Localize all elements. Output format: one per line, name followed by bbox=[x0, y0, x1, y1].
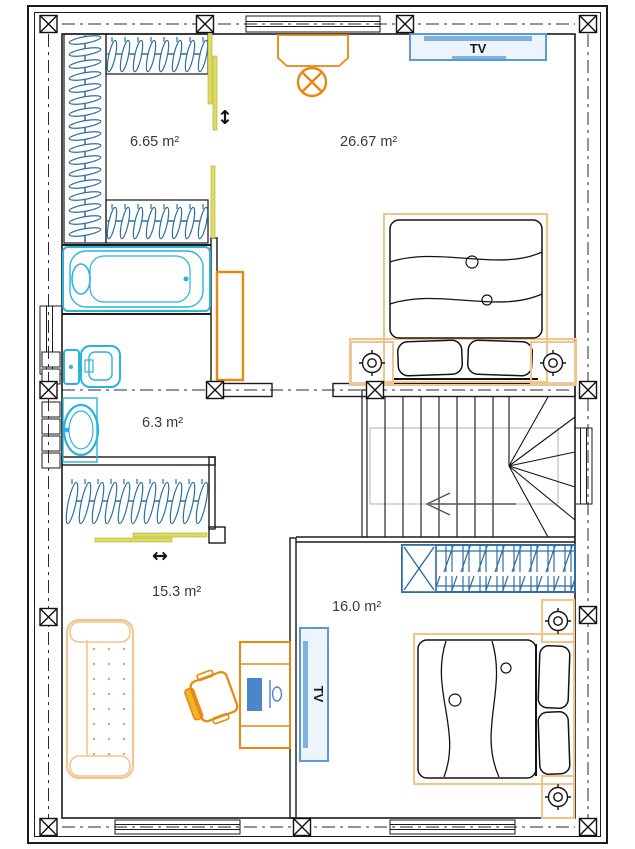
bedroom-1 bbox=[217, 34, 576, 385]
toilet bbox=[64, 346, 120, 387]
radiator bbox=[42, 352, 60, 468]
living-room bbox=[64, 479, 290, 778]
table-lamp-icon bbox=[545, 608, 571, 634]
bathtub bbox=[63, 247, 210, 311]
duvet bbox=[418, 640, 536, 778]
sofa bbox=[67, 620, 133, 778]
door-slide-arrow-icon: ↔ bbox=[152, 545, 168, 567]
room-label-bathroom: 6.3 m² bbox=[142, 415, 184, 431]
bedroom-2 bbox=[300, 545, 575, 818]
hall-closet bbox=[64, 479, 210, 567]
double-bed-2 bbox=[414, 600, 574, 818]
pillow bbox=[538, 645, 570, 708]
washbasin bbox=[63, 398, 98, 462]
sliding-door-closet bbox=[208, 30, 217, 238]
window-right bbox=[575, 428, 592, 504]
stair-direction-arrow bbox=[427, 493, 516, 515]
tv-panel-bedroom2 bbox=[300, 628, 328, 761]
sliding-door-hall-closet bbox=[95, 533, 207, 542]
desk-with-monitor bbox=[240, 642, 290, 748]
tv-label: TV bbox=[469, 41, 487, 56]
room-label-closet: 6.65 m² bbox=[130, 134, 180, 150]
table-lamp-icon bbox=[359, 350, 385, 376]
hangers-left-rack bbox=[69, 34, 102, 238]
staircase bbox=[370, 397, 575, 538]
desk-bedroom1 bbox=[278, 35, 348, 66]
room-label-bedroom2: 16.0 m² bbox=[332, 599, 382, 615]
office-chair bbox=[181, 666, 241, 730]
pillow bbox=[397, 340, 462, 376]
winder-treads bbox=[509, 397, 575, 537]
door-slide-arrow-icon: ↕ bbox=[217, 107, 233, 129]
table-lamp-icon bbox=[545, 784, 571, 810]
bathroom bbox=[63, 247, 210, 462]
pillow bbox=[538, 711, 570, 774]
room-label-living: 15.3 m² bbox=[152, 584, 202, 600]
pillow bbox=[467, 340, 532, 376]
open-door-leaf bbox=[217, 272, 243, 380]
tv-panel-bedroom1 bbox=[410, 34, 546, 60]
walk-in-closet bbox=[64, 30, 233, 243]
double-bed-1 bbox=[350, 214, 576, 385]
room-label-bedroom1: 26.67 m² bbox=[340, 134, 398, 150]
monitor-icon bbox=[247, 678, 262, 711]
table-lamp-icon bbox=[540, 350, 566, 376]
ceiling-lamp-icon bbox=[298, 68, 326, 96]
duvet bbox=[390, 220, 542, 338]
wardrobe-hatched bbox=[402, 545, 575, 592]
tv-label: TV bbox=[311, 685, 326, 703]
mouse-icon bbox=[273, 687, 282, 701]
